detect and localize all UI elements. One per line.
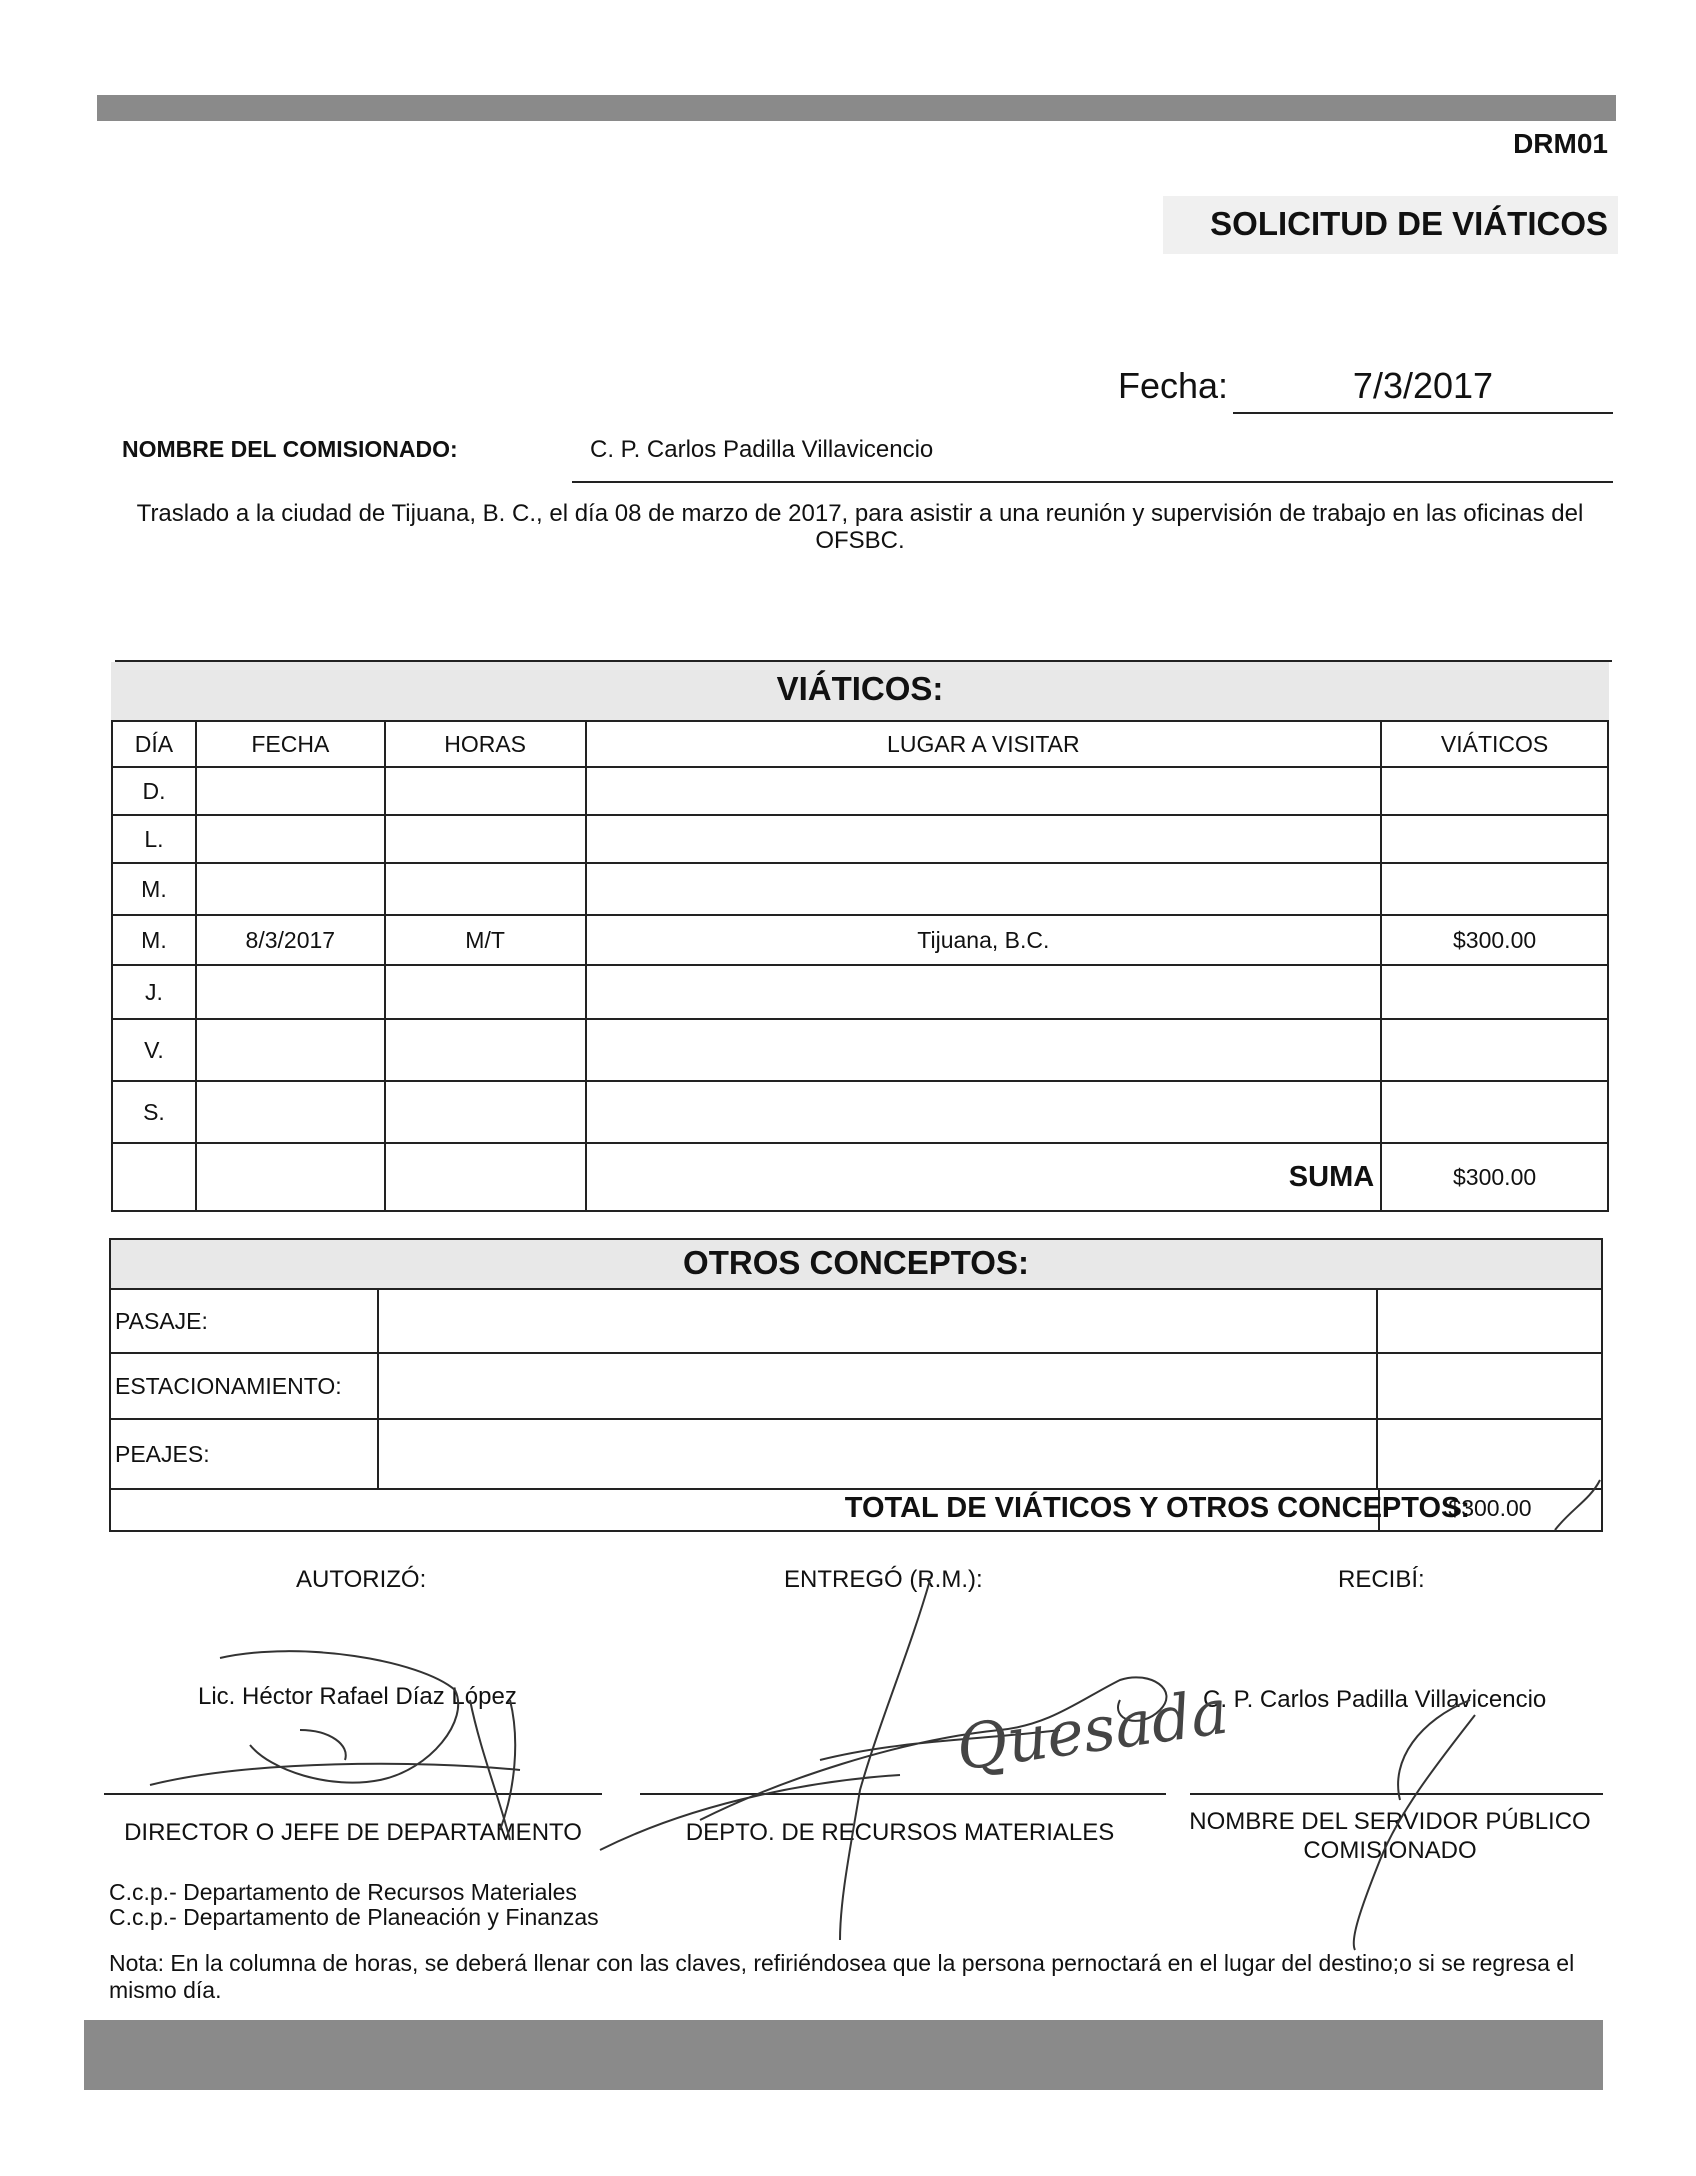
nombre-label: NOMBRE DEL COMISIONADO: bbox=[122, 436, 458, 462]
nombre-value: C. P. Carlos Padilla Villavicencio bbox=[590, 436, 934, 463]
cell-dia: J. bbox=[112, 965, 196, 1019]
recibi-name: C. P. Carlos Padilla Villavicencio bbox=[1203, 1686, 1547, 1713]
pasaje-label: PASAJE: bbox=[110, 1289, 378, 1353]
cell-dia: M. bbox=[112, 915, 196, 965]
peajes-label: PEAJES: bbox=[110, 1419, 378, 1489]
total-value: $300.00 bbox=[1448, 1495, 1532, 1521]
cell-horas: M/T bbox=[385, 915, 586, 965]
page-title: SOLICITUD DE VIÁTICOS bbox=[1210, 205, 1608, 242]
cell-dia: S. bbox=[112, 1081, 196, 1143]
ccp-line: C.c.p.- Departamento de Recursos Materiales bbox=[109, 1879, 577, 1905]
viaticos-banner: VIÁTICOS: bbox=[111, 662, 1609, 722]
header-horas: HORAS bbox=[385, 721, 586, 767]
entrego-label: ENTREGÓ (R.M.): bbox=[784, 1566, 983, 1593]
header-viaticos: VIÁTICOS bbox=[1381, 721, 1608, 767]
cell-viaticos: $300.00 bbox=[1381, 915, 1608, 965]
cell-lugar: Tijuana, B.C. bbox=[586, 915, 1382, 965]
entrego-role: DEPTO. DE RECURSOS MATERIALES bbox=[685, 1819, 1115, 1846]
header-lugar: LUGAR A VISITAR bbox=[586, 721, 1382, 767]
cell-dia: D. bbox=[112, 767, 196, 815]
estacionamiento-label: ESTACIONAMIENTO: bbox=[110, 1353, 378, 1419]
autorizo-label: AUTORIZÓ: bbox=[296, 1566, 427, 1593]
signature-autorizo-scribble bbox=[150, 1651, 520, 1840]
cell-dia: L. bbox=[112, 815, 196, 863]
recibi-role: NOMBRE DEL SERVIDOR PÚBLICO COMISIONADO bbox=[1189, 1808, 1591, 1864]
autorizo-role: DIRECTOR O JEFE DE DEPARTAMENTO bbox=[124, 1819, 582, 1846]
autorizo-name: Lic. Héctor Rafael Díaz López bbox=[198, 1683, 517, 1710]
otros-banner: OTROS CONCEPTOS: bbox=[109, 1238, 1603, 1290]
header-fecha: FECHA bbox=[196, 721, 385, 767]
fecha-label: Fecha: bbox=[1118, 365, 1229, 406]
fecha-value: 7/3/2017 bbox=[1352, 365, 1494, 406]
purpose-text: Traslado a la ciudad de Tijuana, B. C., el día 08 de marzo de 2017, para asistir a una reunión y supervisión de trabajo en las oficinas del OFSBC. bbox=[136, 500, 1584, 554]
cell-dia: V. bbox=[112, 1019, 196, 1081]
total-label: TOTAL DE VIÁTICOS Y OTROS CONCEPTOS: bbox=[844, 1492, 1470, 1524]
cell-dia: M. bbox=[112, 863, 196, 915]
signature-entrego-text: Quesada bbox=[951, 1674, 1233, 1785]
form-code: DRM01 bbox=[1513, 128, 1608, 159]
header-dia: DÍA bbox=[112, 721, 196, 767]
suma-label: SUMA bbox=[586, 1143, 1382, 1211]
cell-fecha: 8/3/2017 bbox=[196, 915, 385, 965]
nota-text: Nota: En la columna de horas, se deberá llenar con las claves, refiriéndosea que la persona pernoctará en el lugar del destino;o si se regresa el mismo día. bbox=[109, 1950, 1575, 2003]
ccp-line: C.c.p.- Departamento de Planeación y Finanzas bbox=[109, 1904, 599, 1930]
suma-value: $300.00 bbox=[1381, 1143, 1608, 1211]
recibi-label: RECIBÍ: bbox=[1338, 1566, 1425, 1593]
checkmark-scribble bbox=[1555, 1480, 1600, 1530]
signature-recibi-scribble bbox=[1354, 1700, 1475, 1950]
